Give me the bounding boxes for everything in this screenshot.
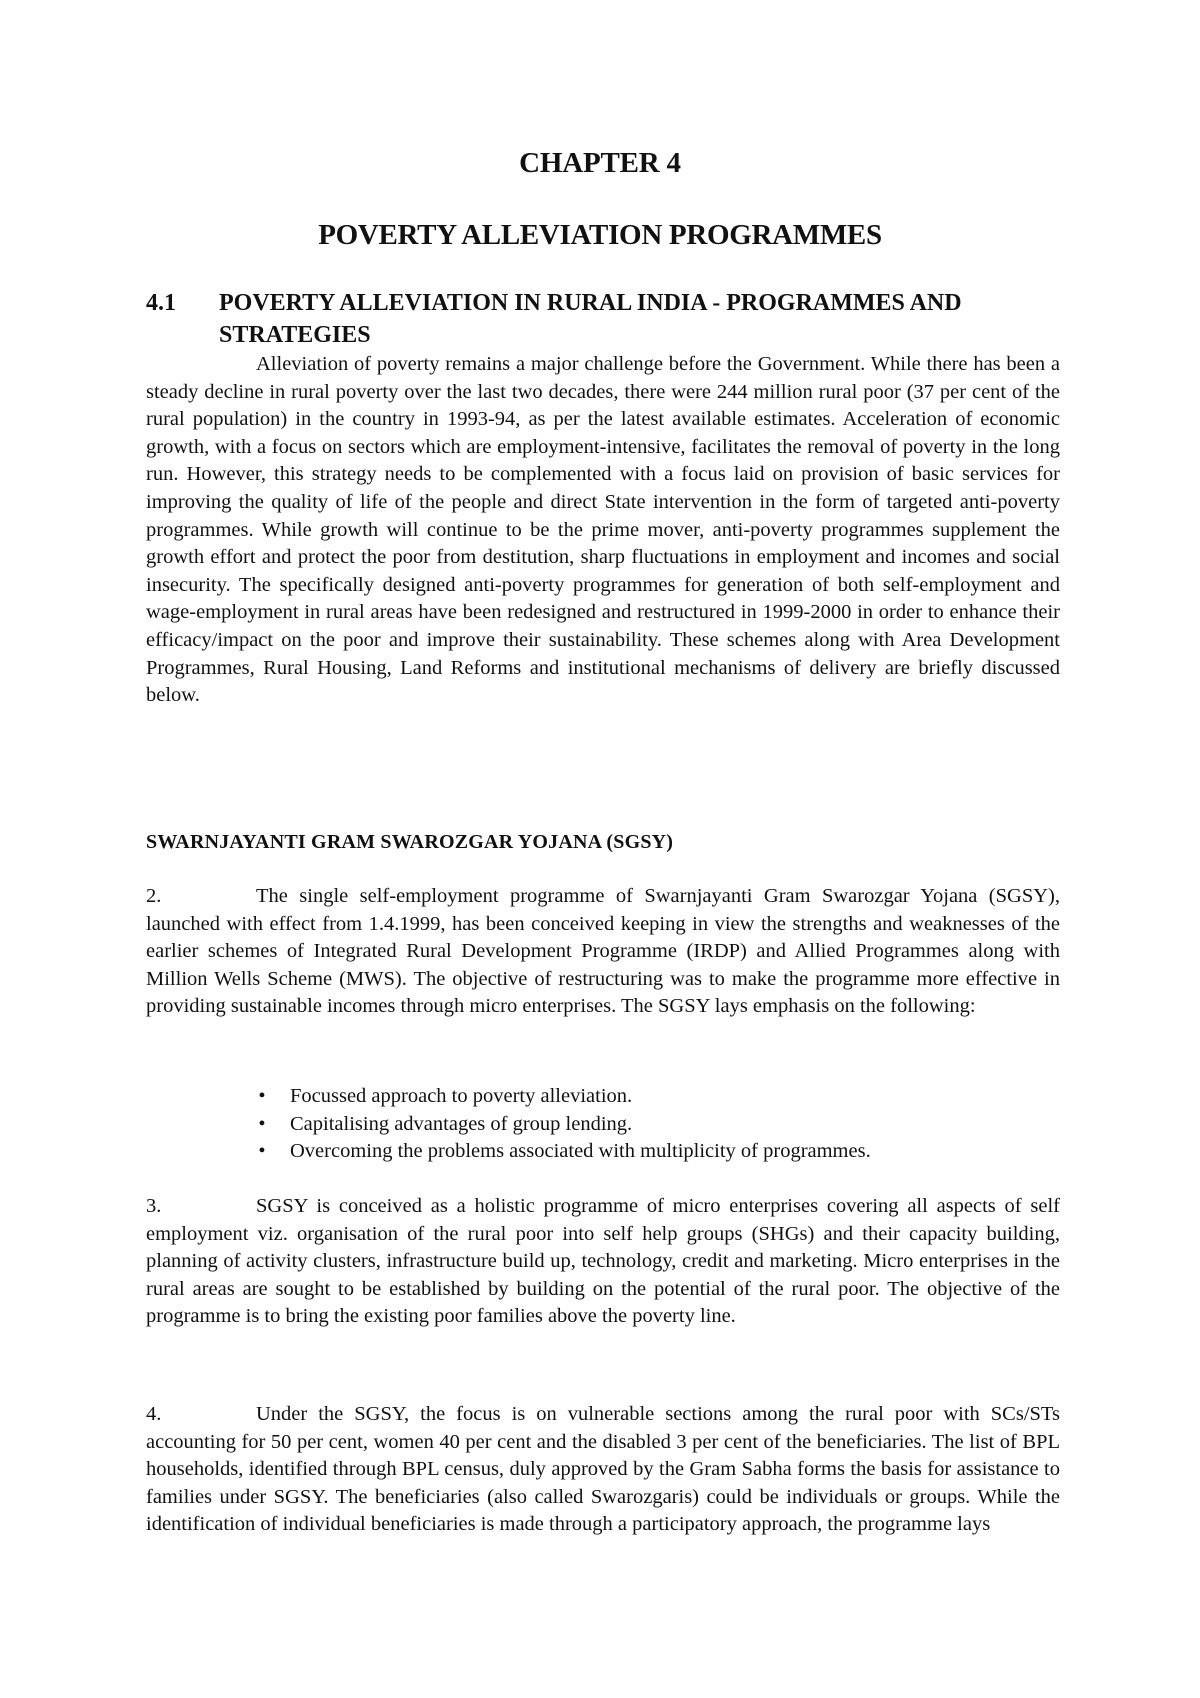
paragraph-number: 3. xyxy=(146,1195,162,1217)
chapter-title: POVERTY ALLEVIATION PROGRAMMES xyxy=(318,219,882,251)
paragraph-4 xyxy=(146,1401,1060,1539)
chapter-label: CHAPTER 4 xyxy=(519,147,681,179)
list-item xyxy=(252,1083,1052,1111)
emphasis-list xyxy=(252,1083,1052,1166)
bullet-icon: • xyxy=(258,1085,266,1107)
bullet-icon: • xyxy=(258,1140,266,1163)
list-item-text: Overcoming the problems associated with multiplicity of programmes. xyxy=(290,1140,871,1163)
paragraph-text: Under the SGSY, the focus is on vulnerable sections among the rural poor with SCs/STs accounting for 50 per cent, women 40 per cent and the disabled 3 per cent of the beneficiaries. The list of BPL households, identified through BPL census, duly approved by the Gram Sabha forms the basis for assistance to families under SGSY. The beneficiaries (also called Swarozgaris) could be individuals or groups. While the identification of individual beneficiaries is made through a participatory approach, the programme lays xyxy=(146,1403,1060,1536)
section-title: POVERTY ALLEVIATION IN RURAL INDIA - PROGRAMMES AND STRATEGIES xyxy=(219,290,962,348)
paragraph-number: 4. xyxy=(146,1403,162,1425)
list-item xyxy=(252,1111,1052,1139)
intro-paragraph: Alleviation of poverty remains a major challenge before the Government. While there has been a steady decline in rural poverty over the last two decades, there were 244 million rural poor (37 per cent of the rural population) in the country in 1993-94, as per the latest available estimates. Acceleration of economic growth, with a focus on sectors which are employment-intensive, facilitates the removal of poverty in the long run. However, this strategy needs to be complemented with a focus laid on provision of basic services for improving the quality of life of the people and direct State intervention in the form of targeted anti-poverty programmes. While growth will continue to be the prime mover, anti-poverty programmes supplement the growth effort and protect the poor from destitution, sharp fluctuations in employment and incomes and social insecurity. The specifically designed anti-poverty programmes for generation of both self-employment and wage-employment in rural areas have been redesigned and restructured in 1999-2000 in order to enhance their efficacy/impact on the poor and improve their sustainability. These schemes along with Area Development Programmes, Rural Housing, Land Reforms and institutional mechanisms of delivery are briefly discussed below. xyxy=(146,353,1060,707)
paragraph-text: SGSY is conceived as a holistic programme of micro enterprises covering all aspects of self employment viz. organisation of the rural poor into self help groups (SHGs) and their capacity building, planning of activity clusters, infrastructure build up, technology, credit and marketing. Micro enterprises in the rural areas are sought to be established by building on the potential of the rural poor. The objective of the programme is to bring the existing poor families above the poverty line. xyxy=(146,1195,1060,1328)
paragraph-number: 2. xyxy=(146,885,162,907)
paragraph-2 xyxy=(146,883,1060,1021)
paragraph-3 xyxy=(146,1193,1060,1331)
list-item-text: Focussed approach to poverty alleviation. xyxy=(290,1085,633,1107)
list-item xyxy=(252,1138,1052,1166)
bullet-icon: • xyxy=(258,1112,266,1135)
section-number: 4.1 xyxy=(146,290,176,316)
list-item-text: Capitalising advantages of group lending. xyxy=(290,1112,633,1135)
paragraph-text: The single self-employment programme of Swarnjayanti Gram Swarozgar Yojana (SGSY), launched with effect from 1.4.1999, has been conceived keeping in view the strengths and weaknesses of the earlier schemes of Integrated Rural Development Programme (IRDP) and Allied Programmes along with Million Wells Scheme (MWS). The objective of restructuring was to make the programme more effective in providing sustainable incomes through micro enterprises. The SGSY lays emphasis on the following: xyxy=(146,885,1060,1018)
sgsy-heading: SWARNJAYANTI GRAM SWAROZGAR YOJANA (SGSY) xyxy=(146,831,674,853)
